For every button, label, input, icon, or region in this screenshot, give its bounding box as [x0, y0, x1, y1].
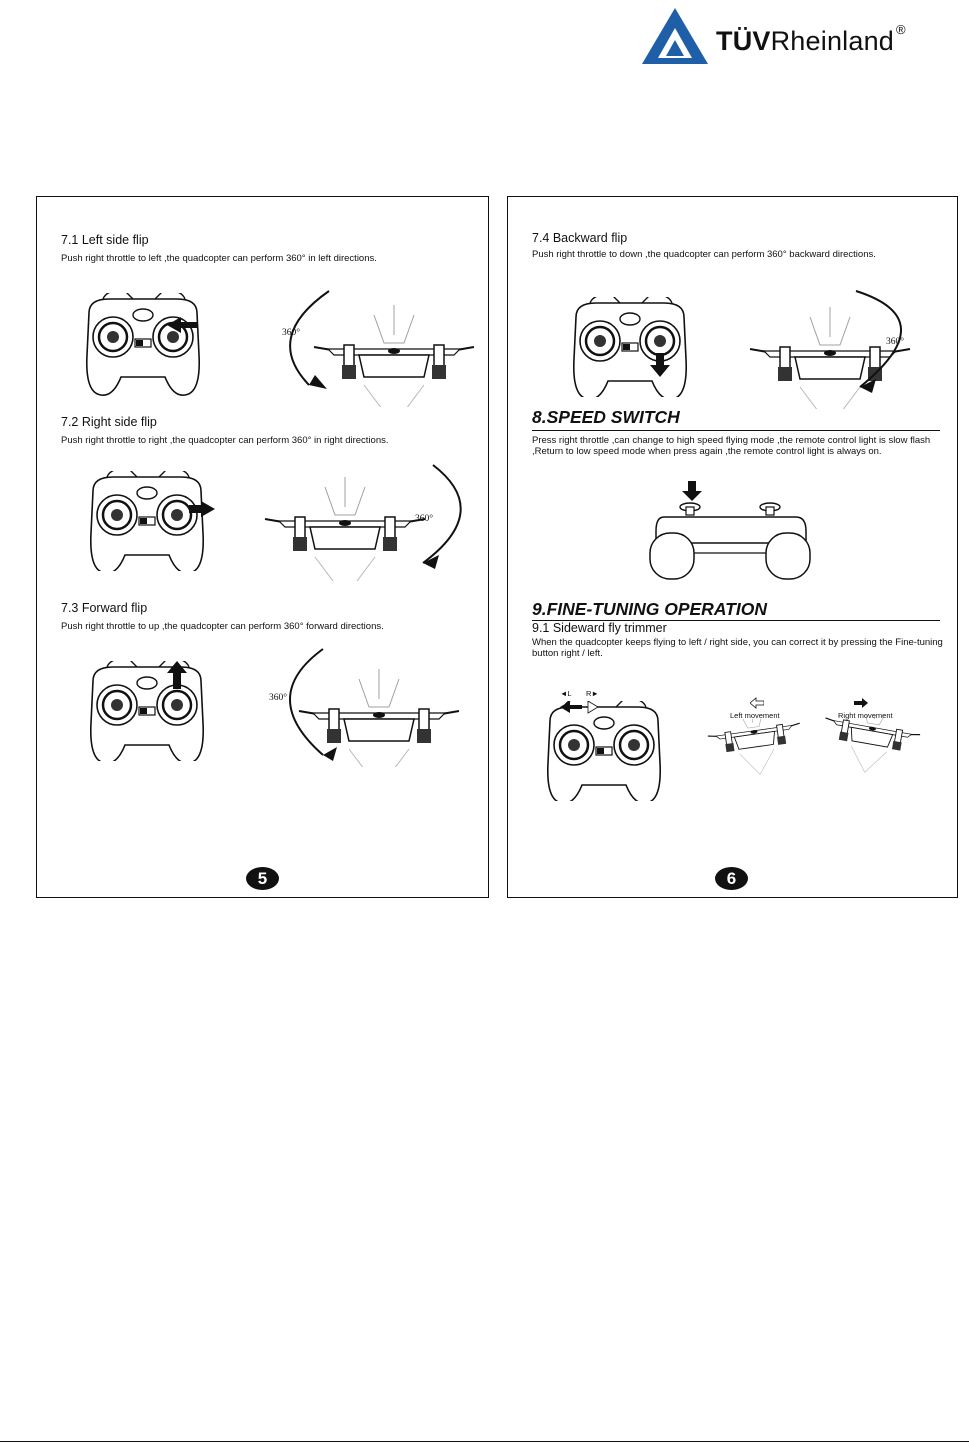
right-movement-label: Right movement — [838, 711, 893, 720]
drone-left-flip-illustration — [269, 277, 489, 407]
left-arrow-outline-icon — [750, 697, 764, 709]
section-desc-right-flip: Push right throttle to right ,the quadcopter can perform 360° in right directions. — [61, 435, 389, 446]
section-desc-backward-flip: Push right throttle to down ,the quadcopter can perform 360° backward directions. — [532, 249, 876, 260]
manual-page-6 — [507, 196, 958, 898]
tuv-logo — [640, 6, 960, 66]
section-desc-forward-flip: Push right throttle to up ,the quadcopter can perform 360° forward directions. — [61, 621, 384, 632]
drone-left-movement-illustration — [706, 719, 806, 779]
angle-label-backward: 360° — [886, 337, 905, 347]
tuv-triangle-icon — [640, 6, 710, 66]
section-title-left-flip: 7.1 Left side flip — [61, 233, 149, 247]
controller-backward-illustration — [564, 297, 704, 397]
drone-backward-flip-illustration — [744, 279, 954, 409]
left-movement-label: Left movement — [730, 711, 780, 720]
controller-side-view-illustration — [646, 481, 816, 591]
drone-forward-flip-illustration — [263, 637, 483, 767]
section-title-forward-flip: 7.3 Forward flip — [61, 601, 148, 615]
controller-right-illustration — [81, 471, 221, 571]
section-desc-left-flip: Push right throttle to left ,the quadcopter can perform 360° in left directions. — [61, 253, 377, 264]
page-number-5: 5 — [246, 867, 279, 890]
trim-label-right: R► — [586, 689, 599, 698]
right-arrow-icon — [854, 697, 868, 709]
angle-label-right: 360° — [415, 514, 434, 524]
sideward-trimmer-desc: When the quadcopter keeps flying to left / right side, you can correct it by pressing the Fine-tuning button right / left. — [532, 637, 943, 659]
speed-switch-desc: Press right throttle ,can change to high speed flying mode ,the remote control light is slow flash ,Return to low speed mode when press again ,the remote control light is always on. — [532, 435, 931, 457]
sideward-trimmer-title: 9.1 Sideward fly trimmer — [532, 621, 667, 635]
controller-left-illustration — [77, 293, 217, 403]
page-number-6: 6 — [715, 867, 748, 890]
manual-page-5 — [36, 196, 489, 898]
fine-tuning-heading: 9.FINE-TUNING OPERATION — [532, 599, 767, 619]
drone-right-movement-illustration — [818, 715, 928, 775]
speed-switch-rule — [532, 430, 940, 431]
section-title-right-flip: 7.2 Right side flip — [61, 415, 157, 429]
speed-switch-heading: 8.SPEED SWITCH — [532, 407, 680, 427]
angle-label-forward: 360° — [269, 693, 288, 703]
angle-label-left: 360° — [282, 328, 301, 338]
tuv-wordmark: TÜVRheinland ® — [716, 22, 906, 56]
trim-label-left: ◄L — [560, 689, 572, 698]
controller-trim-illustration — [538, 701, 678, 801]
drone-right-flip-illustration — [263, 451, 483, 581]
section-title-backward-flip: 7.4 Backward flip — [532, 231, 628, 245]
controller-forward-illustration — [81, 661, 221, 761]
footer-rule — [0, 1441, 969, 1442]
